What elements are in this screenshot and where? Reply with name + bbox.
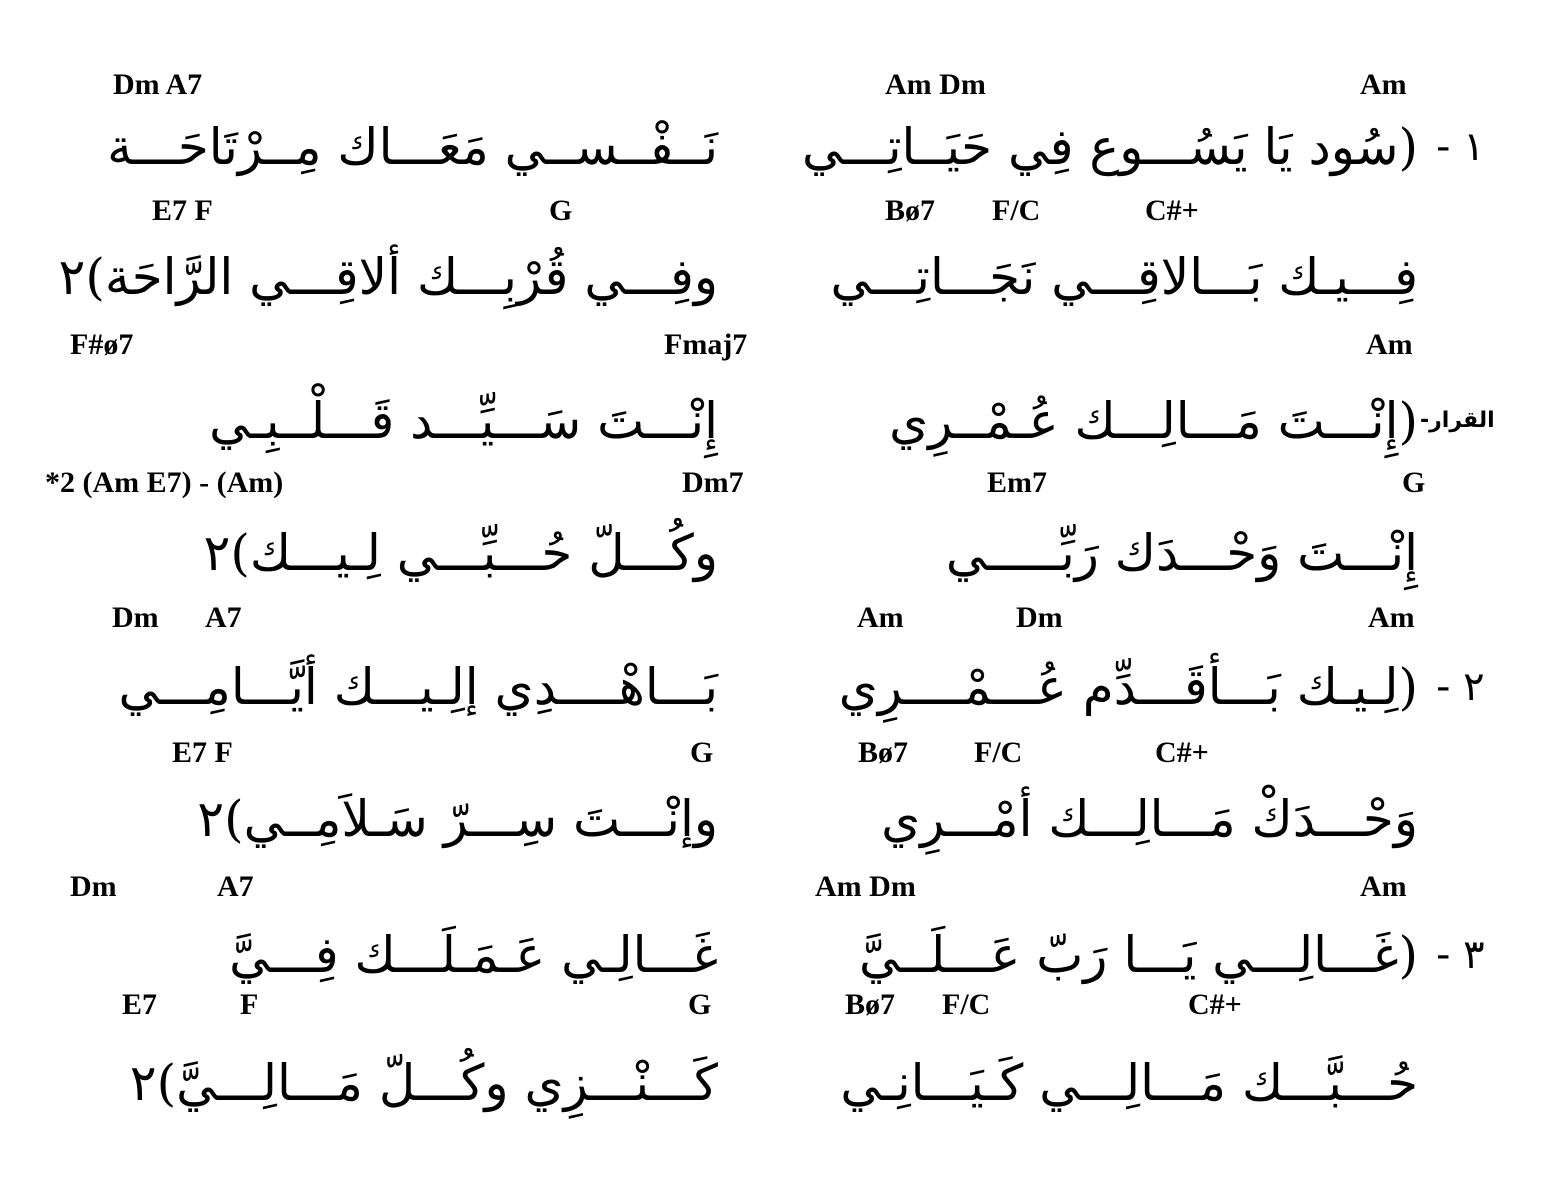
chord: Bø7 [845,988,896,1021]
chord: E7 F [152,194,213,227]
chord: Bø7 [885,194,936,227]
chord: *2 (Am E7) - (Am) [45,466,284,499]
lyric-line: إِنْـــتَ وَحْـــدَك رَبِّـــــي [945,524,1418,582]
lyric-line: بَـــاهْــــدِي إلِـيـــك أيَّـــامِـــي [118,658,718,716]
lyric-line: وإنْـــتَ سِـــرّ سَـلاَمِــي)٢ [197,790,718,848]
chord: Am [1360,870,1407,903]
chord: G [690,736,714,769]
verse-marker-1: ١ - [1436,124,1485,170]
lyric-line: حُـــبَّـــك مَـــالِـــي كَـيَـــانِـي [840,1054,1418,1112]
chord: F/C [942,988,991,1021]
lyric-line: وكُـــلّ حُـــبِّـــي لِـيـــك)٢ [203,524,718,582]
lyric-line: وَحْـــدَكْ مَـــالِـــك أمْـــرِي [881,790,1418,848]
chord: F [240,988,259,1021]
lyric-line: (إِنْـــتَ مَـــالِـــك عُـمْــرِي [889,392,1418,450]
chord: F/C [992,194,1041,227]
lyric-line: (سُود يَا يَسُـــوع فِي حَيَــاتِـــي [802,118,1418,176]
chord: Fmaj7 [664,328,748,361]
chord: G [1402,466,1426,499]
chord: A7 [205,601,242,634]
lyric-line: كَـــنْـــزِي وكُـــلّ مَـــالِـــيَّ)٢ [129,1054,718,1112]
chord: G [549,194,573,227]
chord: Bø7 [858,736,909,769]
verse-marker-2: ٢ - [1436,664,1485,710]
lyric-line: فِـــيـك بَـــالاقِـــي نَجَـــاتِـــي [830,248,1418,306]
chord: Am Dm [815,870,916,903]
chord: C#+ [1188,988,1242,1021]
chord: Am [857,601,904,634]
lyric-line: (غَـــالِـــي يَـــا رَبّ عَـــلَــيَّ [859,926,1418,984]
chord: A7 [217,870,254,903]
chord: C#+ [1155,736,1209,769]
lyric-line: غَـــالِـي عَـمَـلَـــك فِـــيَّ [229,926,718,984]
chord: Dm A7 [113,68,203,101]
chord: Am Dm [885,68,986,101]
chord: Am [1368,601,1415,634]
chord: Dm [1016,601,1063,634]
lyric-line: وفِـــي قُرْبِـــك ألاقِـــي الرَّاحَة)٢ [58,248,718,306]
chord: Am [1360,68,1407,101]
chord: G [688,988,712,1021]
chord: Dm [70,870,117,903]
chord: Dm7 [682,466,744,499]
chord: Em7 [987,466,1047,499]
chord: E7 [122,988,158,1021]
chord: Am [1366,328,1413,361]
lyric-line: إِنْـــتَ سَـــيِّـــد قَـــلْــبِـي [209,392,718,450]
chorus-marker: القرار- [1420,408,1495,433]
lyric-line: نَــفْــســي مَعَـــاك مِــرْتَاحَـــة [107,118,718,176]
verse-marker-3: ٣ - [1436,932,1485,978]
chord: C#+ [1145,194,1199,227]
chord: E7 F [172,736,233,769]
chord: Dm [112,601,159,634]
lyric-line: (لِـيـك بَـــأقَـــدِّم عُـــمْــــرِي [838,658,1418,716]
chord: F/C [974,736,1023,769]
chord: F#ø7 [70,328,134,361]
